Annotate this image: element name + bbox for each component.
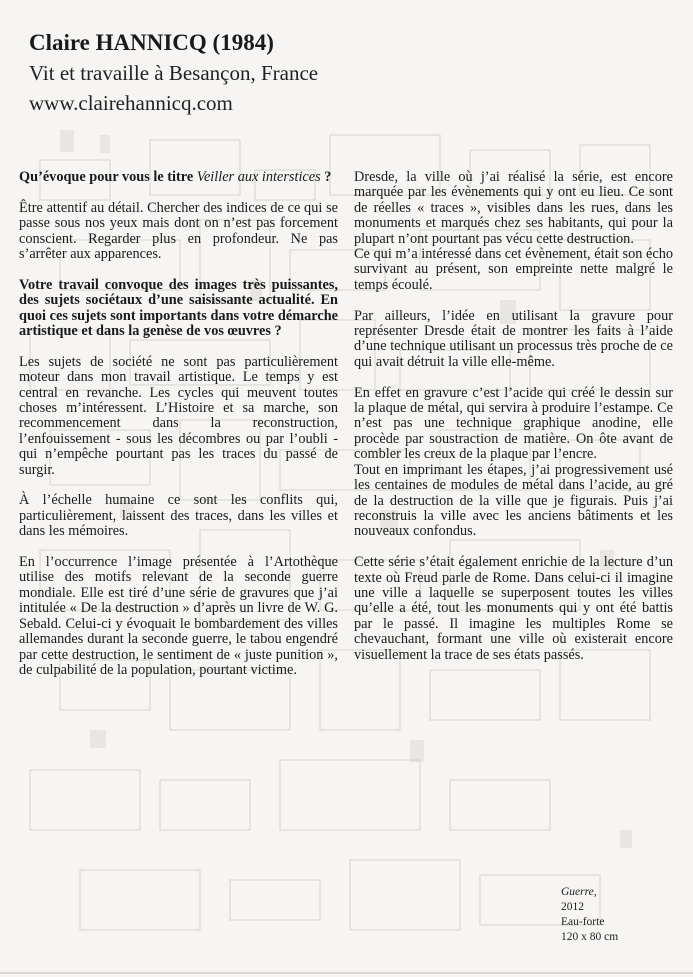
answer-1: Être attentif au détail. Chercher des indices de ce qui se passe sous nos yeux mais dont on n’est pas forcement conscient. Regarder plus en profondeur. Ne pas s’arrêter aux apparences. xyxy=(19,199,338,263)
artwork-year: 2012 xyxy=(561,901,584,913)
artist-location: Vit et travaille à Besançon, France xyxy=(29,61,319,85)
answer-2: Les sujets de société ne sont pas particulièrement moteur dans mon travail artistique. Le temps y est central en revanche. Les cycles qui meuvent toutes choses m’intéressent. L’Histoire et sa marche, son recommencement dans la reconstruction, l’enfouissement - sous les décombres ou par l’oubli - qui n’empêche pourtant pas les traces du passé de surgir. xyxy=(19,353,338,478)
paragraph-gravure: Par ailleurs, l’idée en utilisant la gravure pour représenter Dresde était de montrer les faits à l’aide d’une technique utilisant un processus très proche de ce qui avait détruit la ville elle-même. xyxy=(354,307,673,370)
answer-3: À l’échelle humaine ce sont les conflits qui, particulièrement, laissent des traces, dans les villes et dans les mémoires. xyxy=(19,492,338,540)
page-bottom-divider xyxy=(0,972,693,974)
paragraph-echo: Ce qui m’a intéressé dans cet évènement, était son écho survivant au présent, son empreinte nette malgré le temps écoulé. xyxy=(354,246,673,293)
question-1: Qu’évoque pour vous le titre Veiller aux interstices ? xyxy=(19,169,332,185)
artist-header xyxy=(29,28,318,118)
interview-left-column xyxy=(19,170,338,694)
answer-4: En l’occurrence l’image présentée à l’Artothèque utilise des motifs relevant de la seconde guerre mondiale. Elle est tiré d’une série de gravures que j’ai intitulée « De la destruction » d’après un livre de W. G. Sebald. Celui-ci y évoquait le bombardement des villes allemandes durant la seconde guerre, le tabou engendré par cette destruction, le sentiment de « juste punition », de culpabilité de la population, pourtant victime. xyxy=(19,554,338,678)
paragraph-acide: En effet en gravure c’est l’acide qui créé le dessin sur la plaque de métal, qui servira à produire l’estampe. Ce n’est pas une technique graphique anodine, elle procède par soustraction de matière. On ôte avant de combler les creux de la plaque par l’encre. xyxy=(354,384,673,463)
paragraph-dresde: Dresde, la ville où j’ai réalisé la série, est encore marquée par les évènements qui y ont eu lieu. Ce sont de réelles « traces », visibles dans les rues, dans les monuments et marqués chez ses habitants, qui pour la plupart n’ont pourtant pas vécu cette destruction. xyxy=(354,169,673,247)
artwork-title: Guerre, xyxy=(561,886,597,898)
artist-name: Claire HANNICQ (1984) xyxy=(29,30,274,55)
artwork-technique: Eau-forte xyxy=(561,916,605,928)
artwork-size: 120 x 80 cm xyxy=(561,931,619,943)
paragraph-freud: Cette série s’était également enrichie de la lecture d’un texte où Freud parle de Rome. Dans celui-ci il imagine une ville a laquelle se superposent toutes les villes qu’elle a été, tout les monuments qui y ont été battis par le passé. Il imagine les multiples Rome se chevauchant, formant une ville où existerait encore visuellement la trace de ses états passés. xyxy=(354,554,673,663)
artist-website[interactable]: www.clairehannicq.com xyxy=(29,91,233,115)
artwork-caption xyxy=(561,885,618,945)
question-2: Votre travail convoque des images très puissantes, des sujets sociétaux d’une saisissante actualité. En quoi ces sujets sont importants dans votre démarche artistique et dans la genèse de vos œuvres ? xyxy=(19,276,338,340)
paragraph-etapes: Tout en imprimant les étapes, j’ai progressivement usé les centaines de modules de métal dans l’acide, au gré de la destruction de la ville que je figurais. Puis j’ai reconstruis la ville avec les anciens bâtiments et les nouveaux confondus. xyxy=(354,461,673,540)
interview-right-column xyxy=(354,170,673,678)
